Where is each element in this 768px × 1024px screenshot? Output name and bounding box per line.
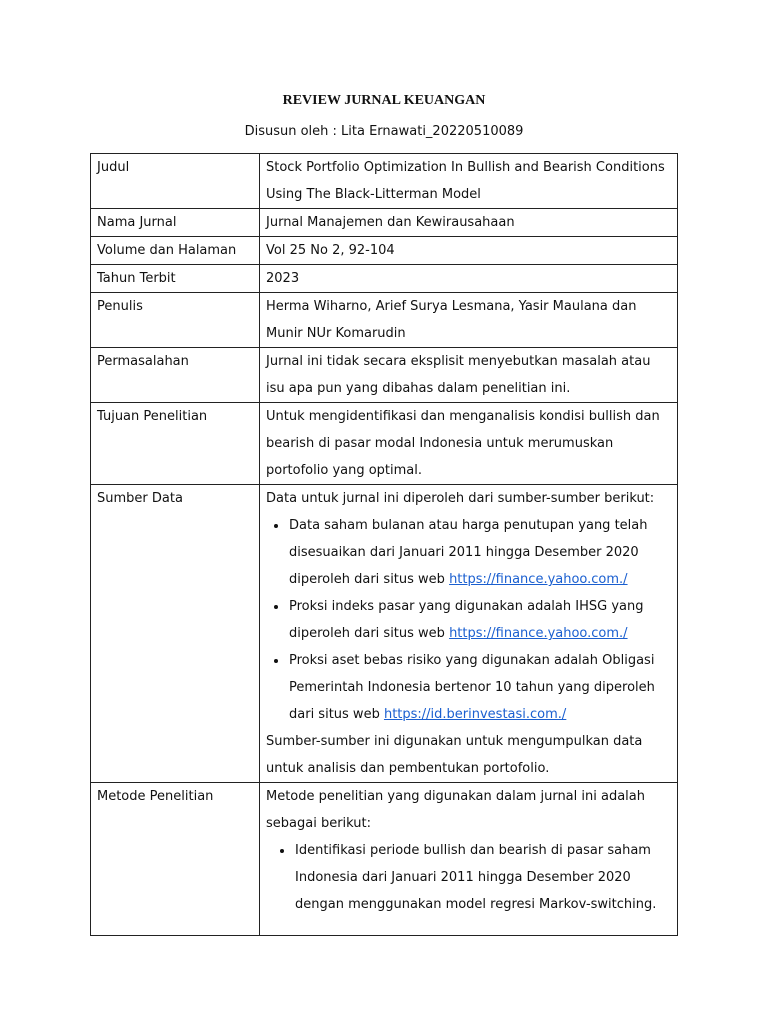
source-link[interactable]: https://id.berinvestasi.com./	[383, 707, 567, 722]
list-item: • Identifikasi periode bullish dan bearish di pasar saham Indonesia dari Januari 2011 hingga Desember 2020 dengan menggunakan model regresi Markov-switching.	[294, 837, 671, 918]
table-row	[91, 783, 678, 936]
row-label: Tujuan Penelitian	[91, 403, 260, 485]
row-value: 2023	[260, 265, 678, 293]
list-item	[288, 647, 671, 728]
list-item-text: Proksi indeks pasar yang digunakan adalah IHSG yang diperoleh dari situs web	[289, 599, 644, 641]
row-value: Vol 25 No 2, 92-104	[260, 237, 678, 265]
row-label: Volume dan Halaman	[91, 237, 260, 265]
row-value: Jurnal Manajemen dan Kewirausahaan	[260, 209, 678, 237]
row-label: Sumber Data	[91, 485, 260, 783]
list-item	[288, 593, 671, 647]
row-label: Nama Jurnal	[91, 209, 260, 237]
list-item	[288, 512, 671, 593]
list-item-text: Proksi aset bebas risiko yang digunakan adalah Obligasi Pemerintah Indonesia bertenor 10 tahun yang diperoleh dari situs web	[289, 653, 655, 722]
row-value: Stock Portfolio Optimization In Bullish and Bearish Conditions Using The Black-Litterman Model	[260, 154, 678, 209]
list-item-text: Data saham bulanan atau harga penutupan yang telah disesuaikan dari Januari 2011 hingga Desember 2020 diperoleh dari situs web	[289, 518, 648, 587]
metode-intro: Metode penelitian yang digunakan dalam jurnal ini adalah sebagai berikut:	[266, 789, 645, 831]
table-row	[91, 403, 678, 485]
source-link[interactable]: https://finance.yahoo.com./	[449, 572, 628, 587]
row-value	[260, 485, 678, 783]
review-table	[90, 153, 678, 936]
table-row	[91, 348, 678, 403]
author-line: Disusun oleh : Lita Ernawati_20220510089	[244, 124, 524, 139]
table-row	[91, 485, 678, 783]
row-label: Tahun Terbit	[91, 265, 260, 293]
source-link[interactable]: https://finance.yahoo.com./	[449, 626, 628, 641]
row-value: Herma Wiharno, Arief Surya Lesmana, Yasir Maulana dan Munir NUr Komarudin	[260, 293, 678, 348]
table-row	[91, 154, 678, 209]
table-row	[91, 237, 678, 265]
table-row	[91, 209, 678, 237]
row-label: Penulis	[91, 293, 260, 348]
sumber-list	[266, 512, 671, 728]
row-label: Permasalahan	[91, 348, 260, 403]
table-row	[91, 265, 678, 293]
row-label: Metode Penelitian	[91, 783, 260, 936]
metode-list	[266, 837, 671, 918]
row-value: Jurnal ini tidak secara eksplisit menyebutkan masalah atau isu apa pun yang dibahas dalam penelitian ini.	[260, 348, 678, 403]
row-label: Judul	[91, 154, 260, 209]
sumber-outro: Sumber-sumber ini digunakan untuk mengumpulkan data untuk analisis dan pembentukan portofolio.	[266, 734, 643, 776]
table-row	[91, 293, 678, 348]
row-value: Untuk mengidentifikasi dan menganalisis kondisi bullish dan bearish di pasar modal Indonesia untuk merumuskan portofolio yang optimal.	[260, 403, 678, 485]
document-title: REVIEW JURNAL KEUANGAN	[282, 93, 486, 108]
sumber-intro: Data untuk jurnal ini diperoleh dari sumber-sumber berikut:	[266, 491, 655, 506]
row-value	[260, 783, 678, 936]
